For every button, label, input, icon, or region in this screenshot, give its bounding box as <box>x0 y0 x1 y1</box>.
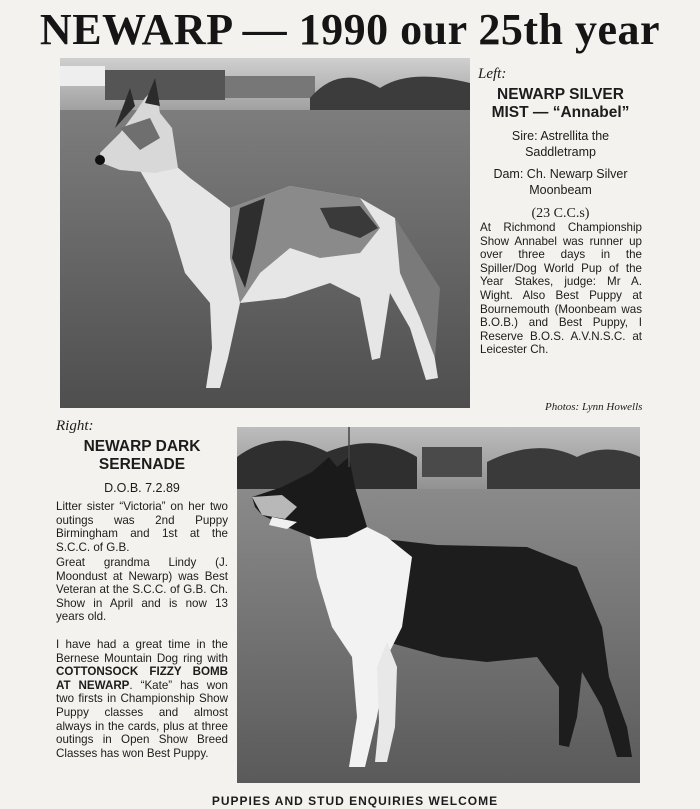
bernese-text-a: I have had a great time in the Bernese Mountain Dog ring with <box>56 638 228 665</box>
caption-dark-serenade <box>56 418 228 496</box>
dam-text: Dam: Ch. Newarp Silver Moonbeam <box>493 167 628 197</box>
dob-text: D.O.B. 7.2.89 <box>104 481 180 495</box>
photo-dark-serenade <box>237 427 640 783</box>
litter-sister-paragraph: Litter sister “Victoria” on her two outings was 2nd Puppy Birmingham and 1st at the S.C.C. of G.B. <box>56 500 228 554</box>
photo-credit: Photos: Lynn Howells <box>545 401 643 413</box>
sire-text: Sire: Astrellita the Saddletramp <box>511 129 610 159</box>
silver-mist-paragraph: At Richmond Championship Show Annabel was runner up over three days in the Spiller/Dog World Pup of the Year Stakes, judge: Mr A. Wight. Also Best Puppy at Bournemouth (Moonbeam was B.O.B.) and Best Puppy, I Reserve B.O.S. A.V.N.S.C. at Leicester Ch. <box>480 221 642 357</box>
dog-name-line2: SERENADE <box>98 456 186 473</box>
bernese-paragraph <box>56 638 228 760</box>
left-label: Left: <box>478 66 507 82</box>
page-title: NEWARP — 1990 our 25th year <box>39 5 661 54</box>
dog-name-line1: NEWARP DARK <box>83 438 201 455</box>
caption-silver-mist <box>478 66 643 222</box>
dog-name-line1: NEWARP SILVER <box>497 86 624 103</box>
kennel-name: COTTONSOCK FIZZY BOMB AT NEWARP <box>56 665 228 692</box>
cc-count: (23 C.C.s) <box>531 206 590 221</box>
bernese-text-b: . “Kate” has won two firsts in Championship Show Puppy classes and almost always in the cards, plus at three outings in Open Show Breed Classes has won Best Puppy. <box>56 678 228 760</box>
photo-silver-mist <box>60 58 470 408</box>
footer-text: PUPPIES AND STUD ENQUIRIES WELCOME <box>211 794 499 808</box>
great-grandma-paragraph: Great grandma Lindy (J. Moondust at Newarp) was Best Veteran at the S.C.C. of G.B. Ch. Show in April and is now 13 years old. <box>56 556 228 624</box>
dog-name-line2: MIST — “Annabel” <box>491 104 630 121</box>
right-label: Right: <box>56 418 94 434</box>
